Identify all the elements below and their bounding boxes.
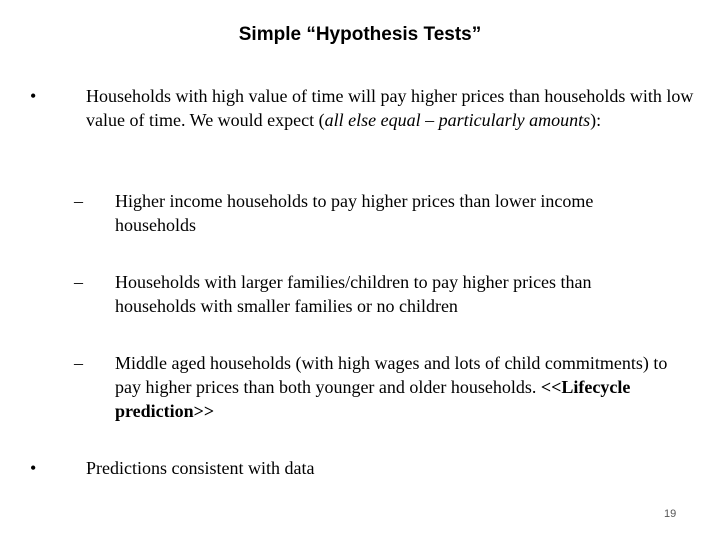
slide-title: Simple “Hypothesis Tests” [238, 24, 482, 45]
sub-item-families: Households with larger families/children to pay higher prices than households with smaller families or no children [115, 272, 592, 316]
bullet-text-italic: all else equal – particularly amounts [324, 110, 591, 130]
sub-item-middle-aged-text: Middle aged households (with high wages and lots of child commitments) to pay higher prices than both younger and older households. [115, 353, 668, 397]
bullet-text-predictions: Predictions consistent with data [86, 458, 315, 478]
sub-item-marker: – [74, 272, 83, 292]
sub-item-income: Higher income households to pay higher prices than lower income households [115, 191, 594, 235]
bullet-marker: • [30, 458, 37, 478]
lifecycle-prediction: <<Lifecycle prediction>> [115, 377, 631, 421]
bullet-text-end: ): [590, 110, 602, 130]
bullet-marker: • [30, 86, 37, 106]
bullet-text-start: Households with high value of time will pay higher prices than households with low value of time. We would expect ( [86, 86, 694, 130]
bullet-text-value-of-time [86, 84, 696, 132]
sub-item-marker: – [74, 353, 83, 373]
sub-item-marker: – [74, 191, 83, 211]
sub-item-middle-aged [115, 351, 675, 423]
page-number: 19 [664, 508, 677, 520]
